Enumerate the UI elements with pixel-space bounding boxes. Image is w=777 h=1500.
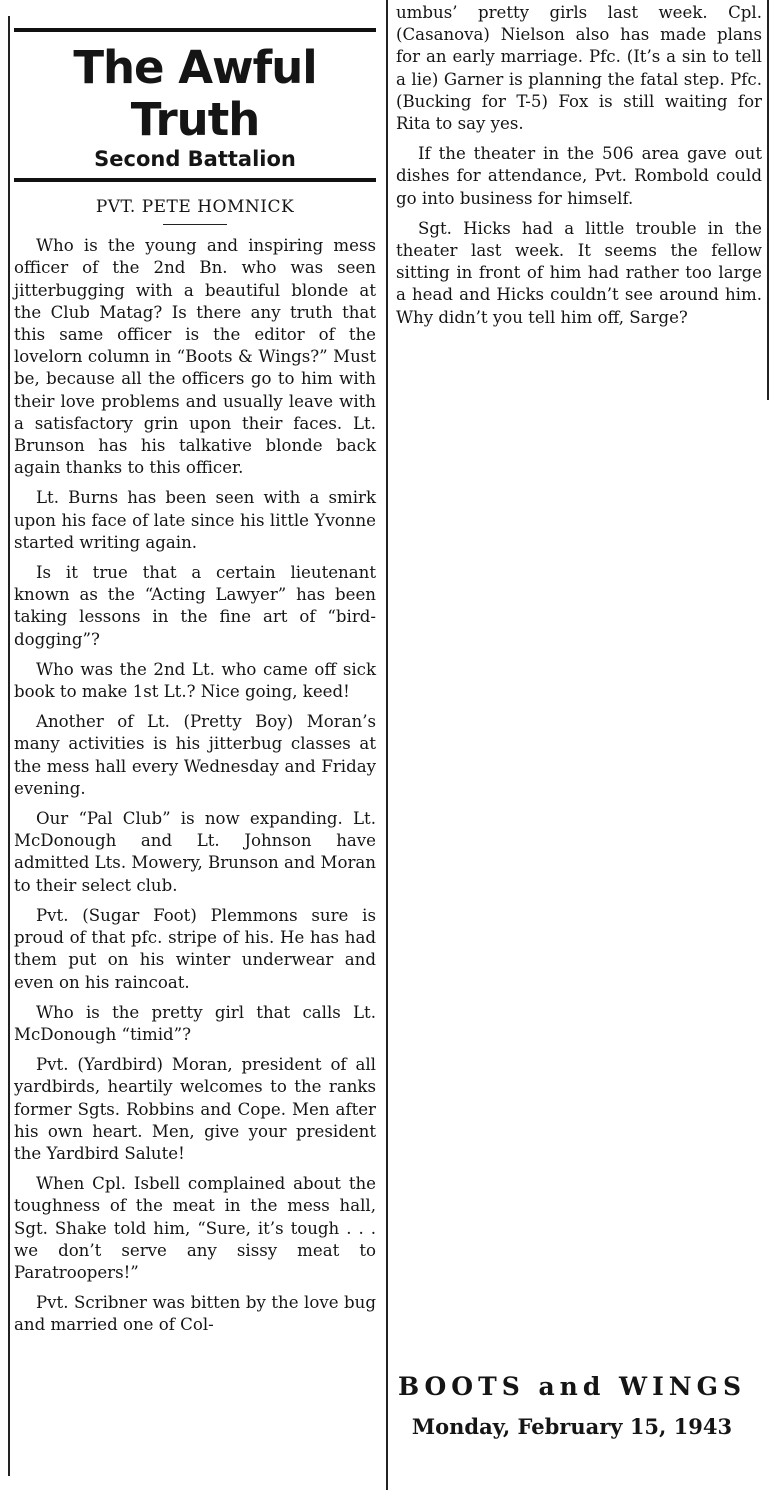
paragraph: Who is the young and inspiring mess officer of the 2nd Bn. who was seen jitterbugging with a beautiful blonde at the Club Matag? Is there any truth that this same officer is the editor of the lovelorn column in “Boots & Wings?” Must be, because all the officers go to him with their love problems and usually leave with a satisfactory grin upon their faces. Lt. Brunson has his talkative blonde back again thanks to this officer.: [14, 236, 376, 478]
byline-rule: [163, 224, 227, 225]
paragraph: Pvt. Scribner was bitten by the love bug and married one of Col-: [14, 1293, 376, 1335]
right-column-rule: [767, 0, 769, 400]
paragraph: Is it true that a certain lieutenant known as the “Acting Lawyer” has been taking lessons in the fine art of “bird-dogging”?: [14, 563, 376, 649]
right-column: [396, 2, 762, 337]
headline-bottom-rule: [14, 178, 376, 182]
paragraph: Who was the 2nd Lt. who came off sick book to make 1st Lt.? Nice going, keed!: [14, 659, 376, 702]
headline: The Awful Truth: [73, 41, 317, 146]
left-column: [14, 20, 376, 1345]
paragraph-continued: umbus’ pretty girls last week. Cpl. (Casanova) Nielson also has made plans for an early marriage. Pfc. (It’s a sin to tell a lie) Garner is planning the fatal step. Pfc. (Bucking for T-5) Fox is still waiting for Rita to say yes.: [396, 3, 762, 134]
paragraph: Lt. Burns has been seen with a smirk upon his face of late since his little Yvonne started writing again.: [14, 488, 376, 552]
left-column-rule: [8, 16, 10, 1476]
subheadline: Second Battalion: [94, 147, 296, 171]
byline: PVT. PETE HOMNICK: [95, 197, 295, 217]
paragraph: Sgt. Hicks had a little trouble in the theater last week. It seems the fellow sitting in front of him had rather too large a head and Hicks couldn’t see around him. Why didn’t you tell him off, Sarge?: [396, 218, 762, 327]
paragraph: Our “Pal Club” is now expanding. Lt. McDonough and Lt. Johnson have admitted Lts. Mowery, Brunson and Moran to their select club.: [14, 809, 376, 895]
paragraph: Who is the pretty girl that calls Lt. McDonough “timid”?: [14, 1002, 376, 1044]
paragraph: When Cpl. Isbell complained about the toughness of the meat in the mess hall, Sgt. Shake told him, “Sure, it’s tough . . . we don’t serve any sissy meat to Paratroopers!”: [14, 1174, 376, 1282]
paragraph: Pvt. (Sugar Foot) Plemmons sure is proud of that pfc. stripe of his. He has had them put on his winter underwear and even on his raincoat.: [14, 905, 376, 992]
paragraph: Pvt. (Yardbird) Moran, president of all yardbirds, heartily welcomes to the ranks former Sgts. Robbins and Cope. Men after his own heart. Men, give your president the Yardbird Salute!: [14, 1055, 376, 1163]
paragraph: Another of Lt. (Pretty Boy) Moran’s many activities is his jitterbug classes at the mess hall every Wednesday and Friday evening.: [14, 712, 376, 798]
paragraph: If the theater in the 506 area gave out dishes for attendance, Pvt. Rombold could go into business for himself.: [396, 144, 762, 208]
headline-top-rule: [14, 28, 376, 32]
publication-date: Monday, February 15, 1943: [411, 1414, 733, 1439]
column-divider-rule: [386, 0, 388, 1490]
publication-masthead: BOOTS and WINGS: [397, 1372, 747, 1401]
